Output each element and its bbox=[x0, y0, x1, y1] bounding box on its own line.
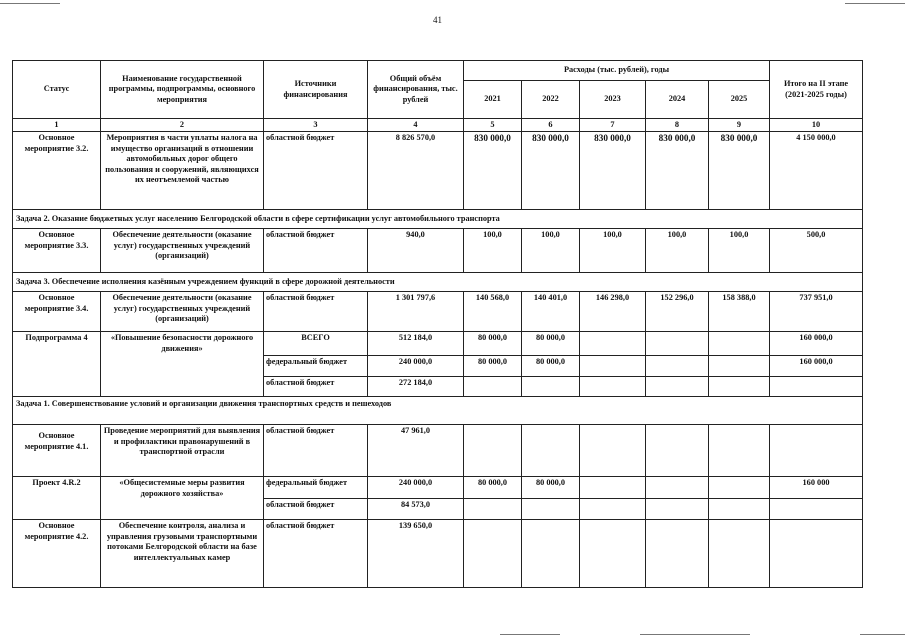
row-status: Основное мероприятие 3.3. bbox=[13, 229, 101, 273]
row-2022: 80 000,0 bbox=[522, 356, 580, 377]
row-total: 240 000,0 bbox=[368, 356, 464, 377]
row-status: Подпрограмма 4 bbox=[13, 332, 101, 397]
col-number: 8 bbox=[646, 119, 709, 132]
col-number: 7 bbox=[580, 119, 646, 132]
row-total: 139 650,0 bbox=[368, 520, 464, 588]
row-total: 8 826 570,0 bbox=[368, 132, 464, 210]
row-source: областной бюджет bbox=[264, 520, 368, 588]
bottom-edge-line bbox=[640, 634, 750, 635]
row-status: Основное мероприятие 4.1. bbox=[13, 425, 101, 477]
budget-table bbox=[12, 60, 863, 588]
row-total: 240 000,0 bbox=[368, 477, 464, 499]
row-2021: 80 000,0 bbox=[464, 477, 522, 499]
col-number: 1 bbox=[13, 119, 101, 132]
header-status: Статус bbox=[13, 61, 101, 119]
header-total: Общий объём финансирования, тыс. рублей bbox=[368, 61, 464, 119]
row-name: Проведение мероприятий для выявления и профилактики правонарушений в транспортной отрасли bbox=[101, 425, 264, 477]
row-source: областной бюджет bbox=[264, 229, 368, 273]
col-number: 4 bbox=[368, 119, 464, 132]
row-total: 512 184,0 bbox=[368, 332, 464, 356]
task-row bbox=[13, 397, 863, 425]
row-name: Мероприятия в части уплаты налога на имущество организаций в отношении автомобильных дорог общего пользования и сооружений, являющихся их неотъемлемой частью bbox=[101, 132, 264, 210]
row-itogo: 160 000,0 bbox=[770, 356, 863, 377]
row-status: Основное мероприятие 3.4. bbox=[13, 292, 101, 332]
task-title: Задача 1. Совершенствование условий и организации движения транспортных средств и пешеходов bbox=[13, 397, 863, 425]
header-year: 2024 bbox=[646, 81, 709, 119]
col-number: 3 bbox=[264, 119, 368, 132]
row-2025: 158 388,0 bbox=[709, 292, 770, 332]
row-2021: 140 568,0 bbox=[464, 292, 522, 332]
table-row bbox=[13, 425, 863, 477]
row-2024 bbox=[646, 332, 709, 356]
table-row bbox=[13, 132, 863, 210]
header-year: 2022 bbox=[522, 81, 580, 119]
task-row bbox=[13, 273, 863, 292]
row-name: Обеспечение деятельности (оказание услуг) государственных учреждений (организаций) bbox=[101, 292, 264, 332]
row-source: областной бюджет bbox=[264, 292, 368, 332]
header-itogo: Итого на II этапе (2021-2025 годы) bbox=[770, 61, 863, 119]
row-status: Основное мероприятие 4.2. bbox=[13, 520, 101, 588]
row-total: 84 573,0 bbox=[368, 499, 464, 520]
row-2022: 80 000,0 bbox=[522, 477, 580, 499]
header-year: 2021 bbox=[464, 81, 522, 119]
row-itogo: 160 000 bbox=[770, 477, 863, 499]
table-row bbox=[13, 520, 863, 588]
row-2023: 100,0 bbox=[580, 229, 646, 273]
row-2025: 830 000,0 bbox=[709, 132, 770, 210]
row-total: 47 961,0 bbox=[368, 425, 464, 477]
row-2022: 140 401,0 bbox=[522, 292, 580, 332]
header-name: Наименование государственной программы, подпрограммы, основного мероприятия bbox=[101, 61, 264, 119]
row-total: 272 184,0 bbox=[368, 377, 464, 397]
col-number: 5 bbox=[464, 119, 522, 132]
row-source: федеральный бюджет bbox=[264, 477, 368, 499]
table-row bbox=[13, 477, 863, 499]
row-source: федеральный бюджет bbox=[264, 356, 368, 377]
row-itogo: 737 951,0 bbox=[770, 292, 863, 332]
row-2021: 830 000,0 bbox=[464, 132, 522, 210]
header-year: 2025 bbox=[709, 81, 770, 119]
row-2024: 100,0 bbox=[646, 229, 709, 273]
column-number-row bbox=[13, 119, 863, 132]
table-row bbox=[13, 229, 863, 273]
row-source: областной бюджет bbox=[264, 132, 368, 210]
col-number: 2 bbox=[101, 119, 264, 132]
row-total: 940,0 bbox=[368, 229, 464, 273]
row-2021: 80 000,0 bbox=[464, 332, 522, 356]
page-number: 41 bbox=[433, 15, 442, 25]
row-itogo: 500,0 bbox=[770, 229, 863, 273]
row-status: Основное мероприятие 3.2. bbox=[13, 132, 101, 210]
row-2021: 80 000,0 bbox=[464, 356, 522, 377]
row-2022: 100,0 bbox=[522, 229, 580, 273]
header-expenses: Расходы (тыс. рублей), годы bbox=[464, 61, 770, 81]
row-source: областной бюджет bbox=[264, 377, 368, 397]
row-2022: 830 000,0 bbox=[522, 132, 580, 210]
row-itogo: 160 000,0 bbox=[770, 332, 863, 356]
row-2025 bbox=[709, 356, 770, 377]
row-2023 bbox=[580, 332, 646, 356]
table-row bbox=[13, 292, 863, 332]
row-2023: 146 298,0 bbox=[580, 292, 646, 332]
row-name: Обеспечение контроля, анализа и управления грузовыми транспортными потоками Белгородской области на базе интеллектуальных камер bbox=[101, 520, 264, 588]
row-2023 bbox=[580, 356, 646, 377]
task-title: Задача 3. Обеспечение исполнения казённым учреждением функций в сфере дорожной деятельности bbox=[13, 273, 863, 292]
header-year: 2023 bbox=[580, 81, 646, 119]
table-row bbox=[13, 332, 863, 356]
row-2023: 830 000,0 bbox=[580, 132, 646, 210]
row-name: «Общесистемные меры развития дорожного хозяйства» bbox=[101, 477, 264, 520]
budget-table-container bbox=[12, 60, 862, 588]
header-sources: Источники финансирования bbox=[264, 61, 368, 119]
bottom-edge-line bbox=[860, 634, 905, 635]
row-2021: 100,0 bbox=[464, 229, 522, 273]
row-itogo: 4 150 000,0 bbox=[770, 132, 863, 210]
row-2025 bbox=[709, 332, 770, 356]
row-source: областной бюджет bbox=[264, 425, 368, 477]
bottom-edge-line bbox=[500, 634, 560, 635]
row-2025: 100,0 bbox=[709, 229, 770, 273]
row-source: ВСЕГО bbox=[264, 332, 368, 356]
row-status: Проект 4.R.2 bbox=[13, 477, 101, 520]
task-row bbox=[13, 210, 863, 229]
top-edge-line bbox=[0, 3, 60, 4]
row-2024: 152 296,0 bbox=[646, 292, 709, 332]
col-number: 6 bbox=[522, 119, 580, 132]
row-2022: 80 000,0 bbox=[522, 332, 580, 356]
row-2024: 830 000,0 bbox=[646, 132, 709, 210]
top-edge-line bbox=[845, 3, 905, 4]
row-2024 bbox=[646, 356, 709, 377]
col-number: 10 bbox=[770, 119, 863, 132]
row-source: областной бюджет bbox=[264, 499, 368, 520]
task-title: Задача 2. Оказание бюджетных услуг населению Белгородской области в сфере сертификации услуг автомобильного транспорта bbox=[13, 210, 863, 229]
row-name: «Повышение безопасности дорожного движения» bbox=[101, 332, 264, 397]
row-total: 1 301 797,6 bbox=[368, 292, 464, 332]
row-name: Обеспечение деятельности (оказание услуг) государственных учреждений (организаций) bbox=[101, 229, 264, 273]
col-number: 9 bbox=[709, 119, 770, 132]
